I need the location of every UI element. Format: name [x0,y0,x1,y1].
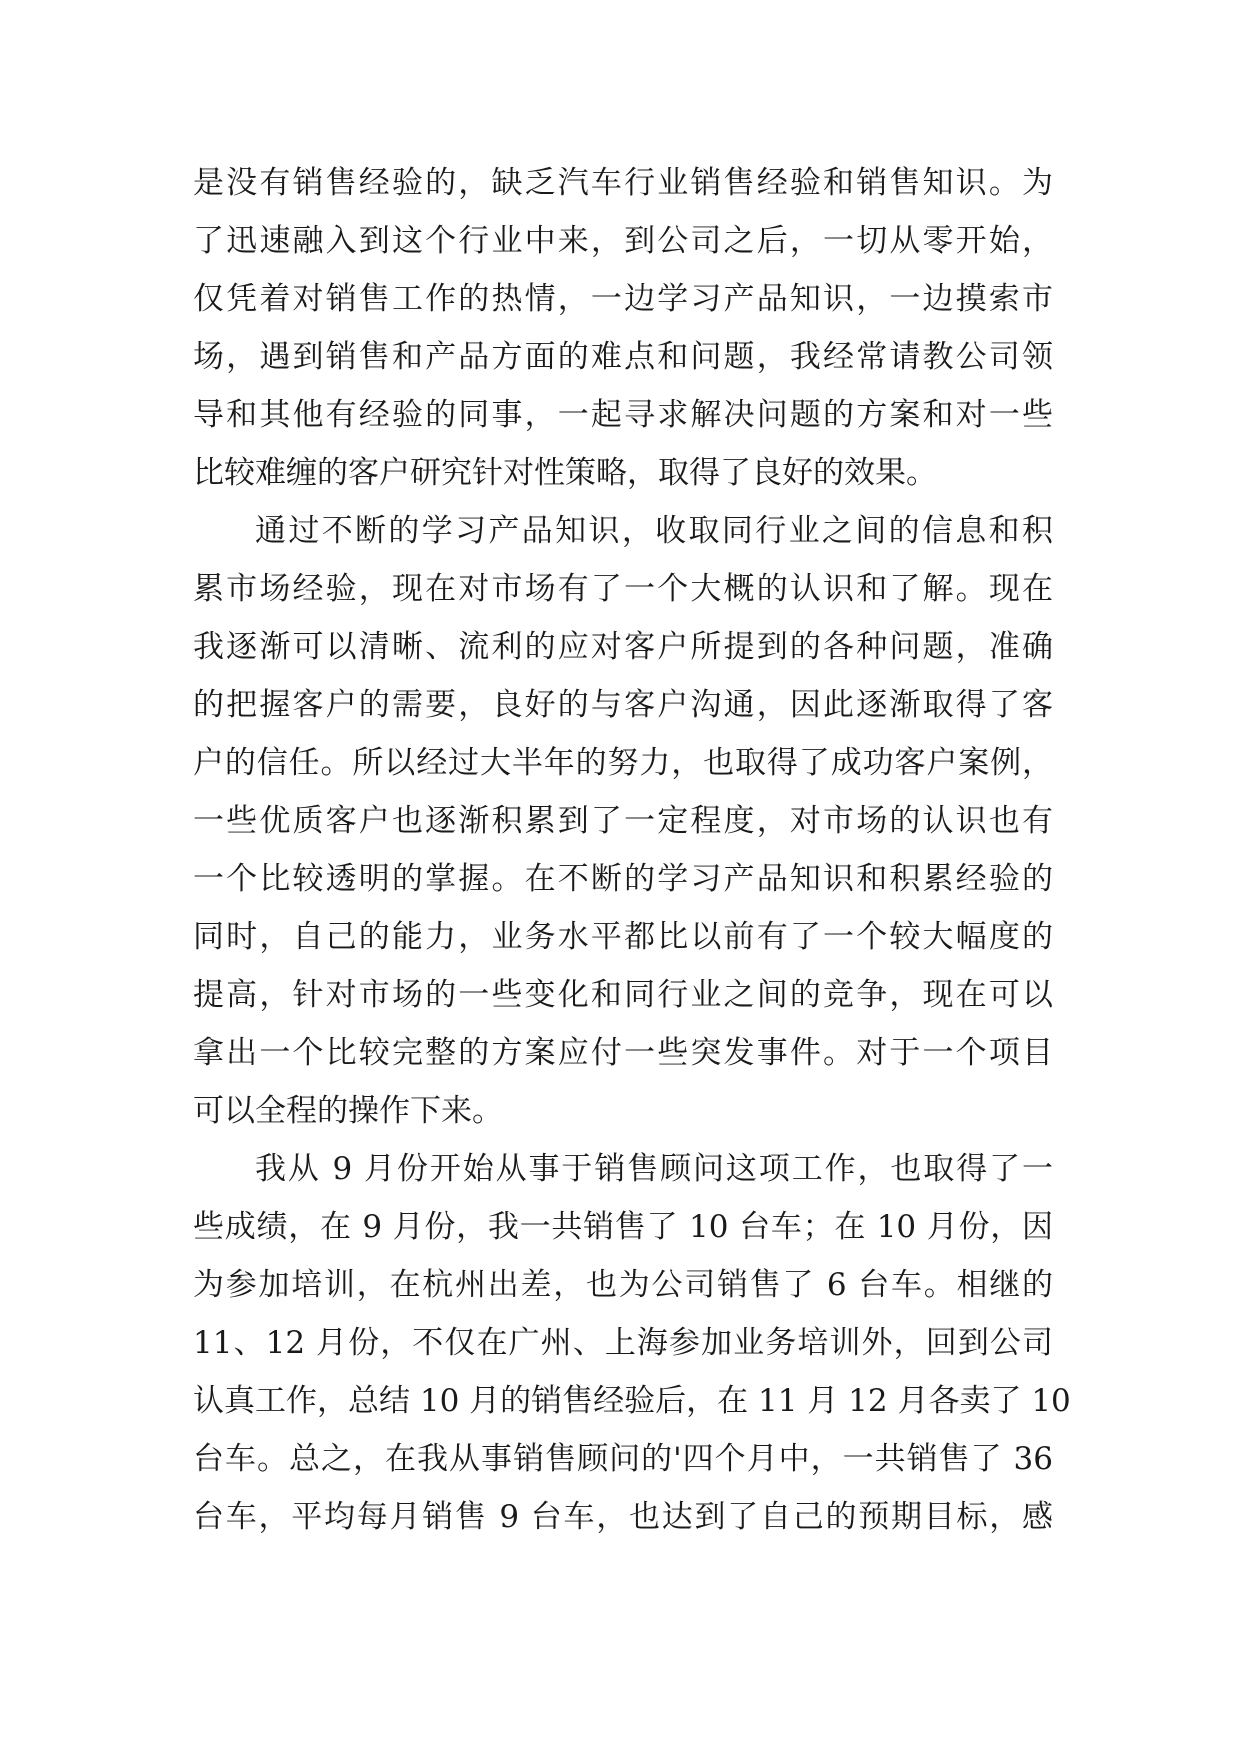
text-line: 为参加培训，在杭州出差，也为公司销售了 6 台车。相继的 [193,1267,1053,1303]
text-line: 我逐渐可以清晰、流利的应对客户所提到的各种问题，准确 [193,629,1053,665]
text-line: 累市场经验，现在对市场有了一个大概的认识和了解。现在 [193,571,1053,607]
text-line: 一个比较透明的掌握。在不断的学习产品知识和积累经验的 [193,861,1053,897]
text-line: 一些优质客户也逐渐积累到了一定程度，对市场的认识也有 [193,803,1053,839]
paragraph-1 [193,154,1053,502]
text-line: 场，遇到销售和产品方面的难点和问题，我经常请教公司领 [193,339,1053,375]
text-line: 的把握客户的需要，良好的与客户沟通，因此逐渐取得了客 [193,687,1053,723]
text-line: 导和其他有经验的同事，一起寻求解决问题的方案和对一些 [193,397,1053,433]
text-line: 认真工作，总结 10 月的销售经验后，在 11 月 12 月各卖了 10 [193,1383,1071,1419]
text-line: 台车，平均每月销售 9 台车，也达到了自己的预期目标，感 [193,1499,1053,1535]
text-line: 仅凭着对销售工作的热情，一边学习产品知识，一边摸索市 [193,281,1053,317]
text-line: 11、12 月份，不仅在广州、上海参加业务培训外，回到公司 [193,1325,1053,1361]
text-line: 提高，针对市场的一些变化和同行业之间的竞争，现在可以 [193,977,1053,1013]
text-line: 比较难缠的客户研究针对性策略，取得了良好的效果。 [193,455,937,491]
text-line: 通过不断的学习产品知识，收取同行业之间的信息和积 [255,513,1053,549]
text-line: 同时，自己的能力，业务水平都比以前有了一个较大幅度的 [193,919,1053,955]
text-line: 拿出一个比较完整的方案应付一些突发事件。对于一个项目 [193,1035,1053,1071]
text-line: 我从 9 月份开始从事于销售顾问这项工作，也取得了一 [255,1151,1053,1187]
text-line: 了迅速融入到这个行业中来，到公司之后，一切从零开始， [193,223,1053,259]
paragraph-2 [193,502,1053,1140]
text-line: 户的信任。所以经过大半年的努力，也取得了成功客户案例， [193,745,1053,781]
body-text [193,154,1071,1546]
text-line: 台车。总之，在我从事销售顾问的'四个月中，一共销售了 36 [193,1441,1053,1477]
text-line: 可以全程的操作下来。 [193,1093,503,1129]
text-line: 些成绩，在 9 月份，我一共销售了 10 台车；在 10 月份，因 [193,1209,1053,1245]
paragraph-3 [193,1140,1071,1546]
text-line: 是没有销售经验的，缺乏汽车行业销售经验和销售知识。为 [193,165,1053,201]
